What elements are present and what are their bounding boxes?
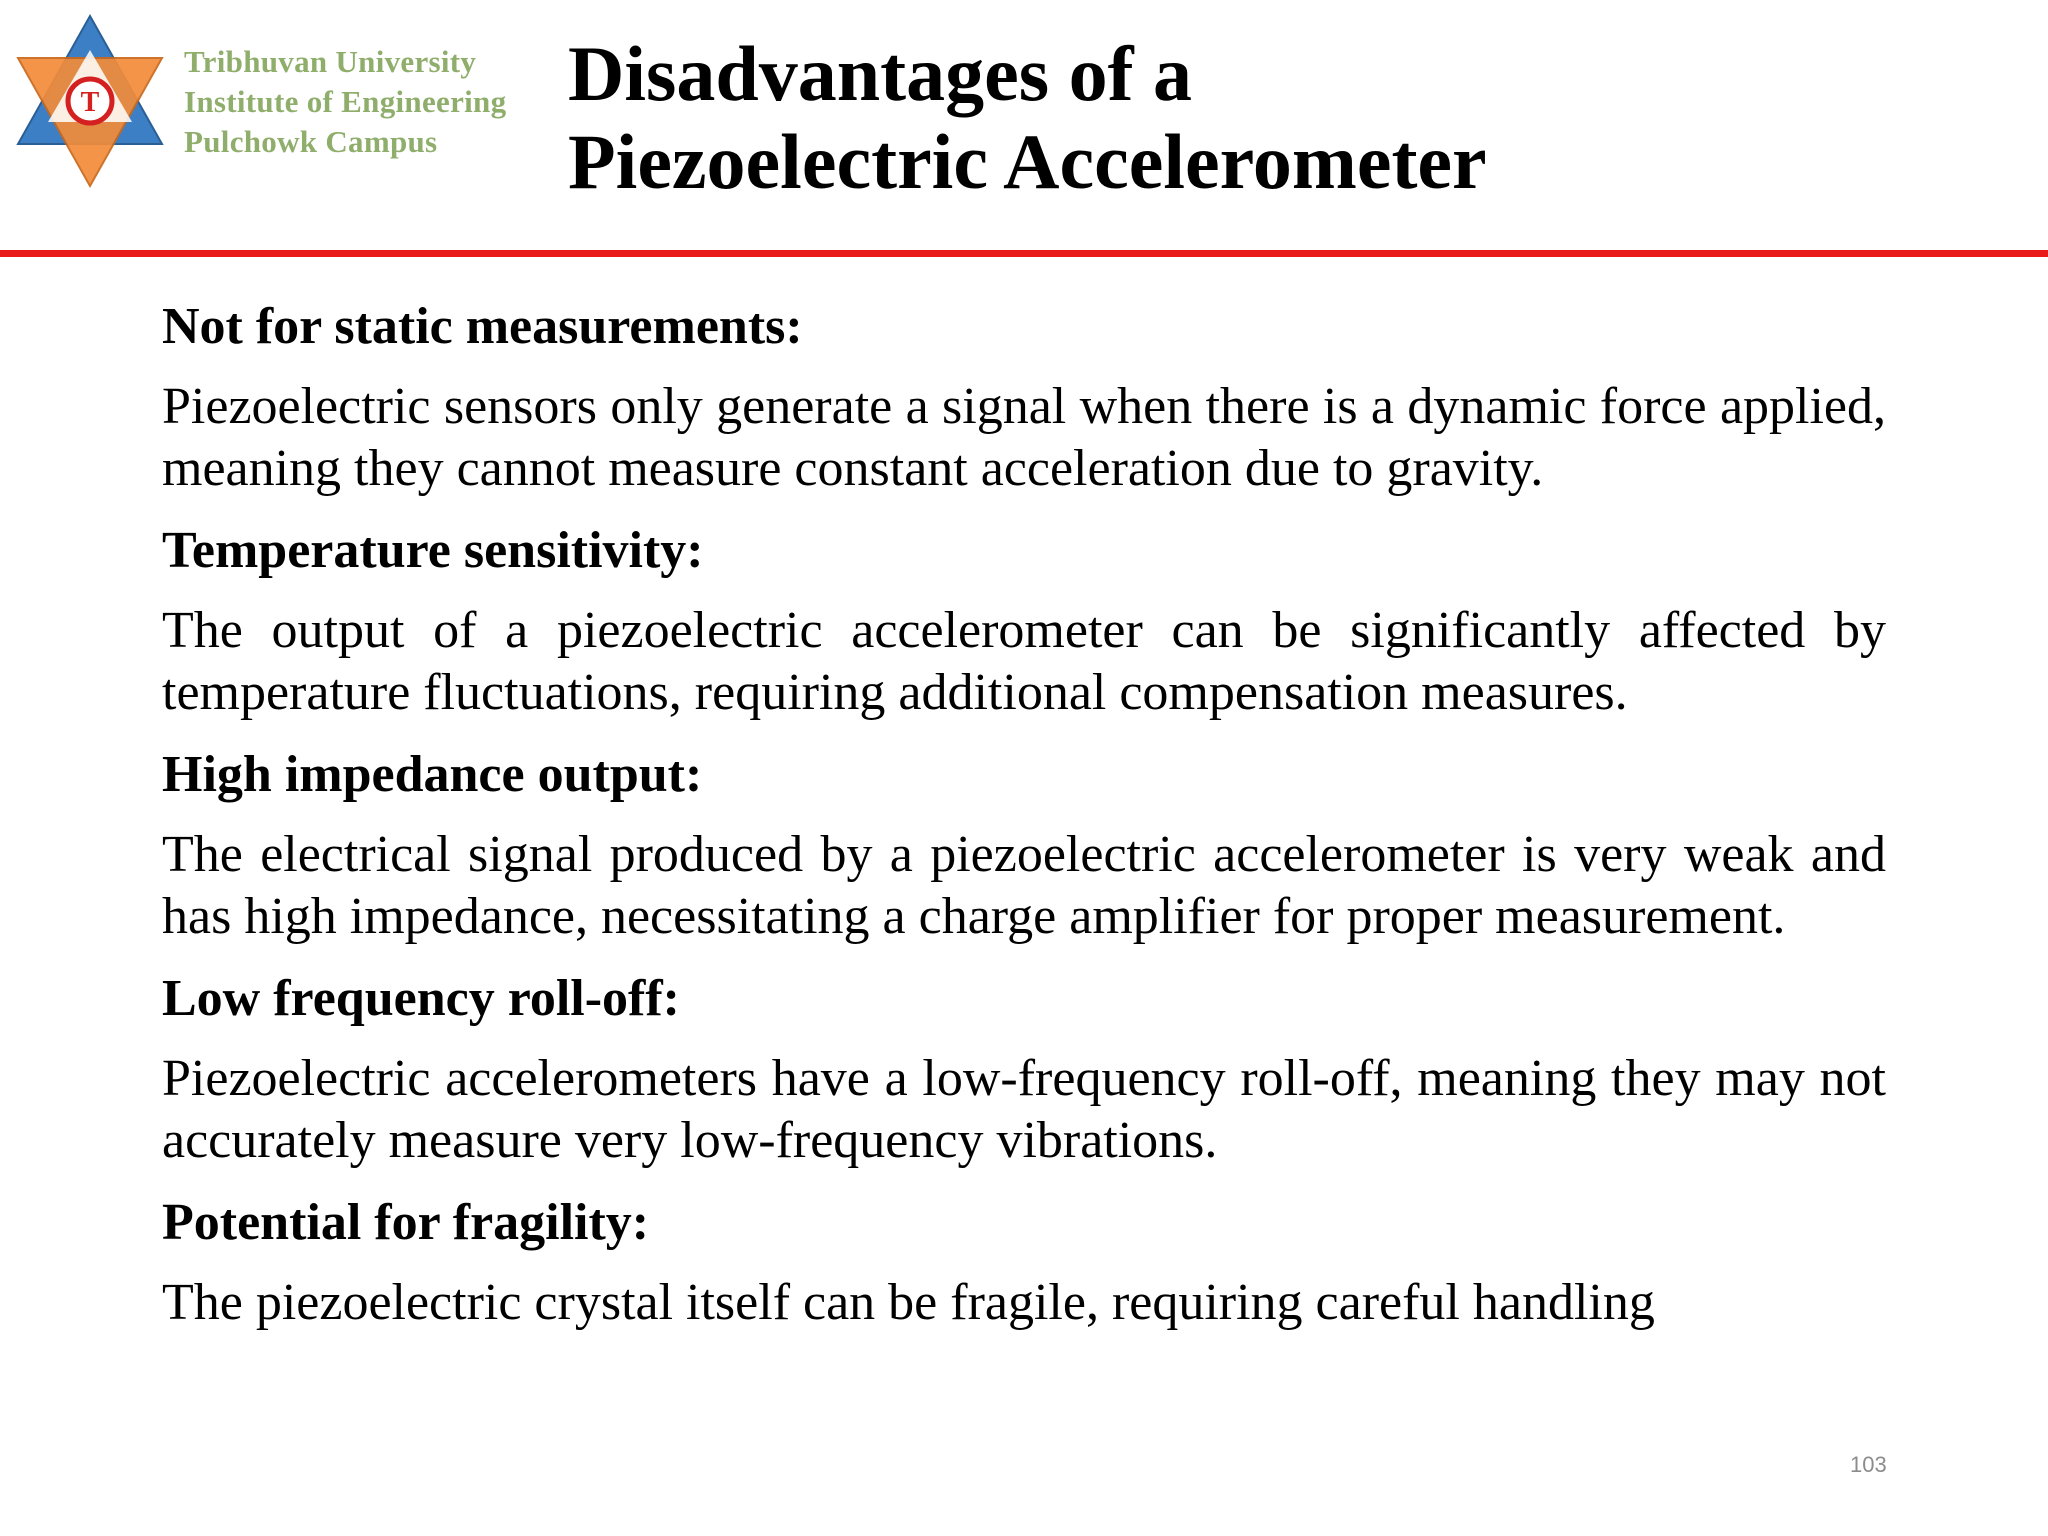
header-divider [0,250,2048,257]
slide-body [162,296,1886,1354]
slide-header [0,0,2048,252]
institution-line-institute: Institute of Engineering [184,84,507,119]
section-heading: Potential for fragility: [162,1194,650,1251]
institution-name [184,42,506,162]
section-fragility [162,1192,1886,1334]
university-logo-icon [10,10,170,190]
section-heading: High impedance output: [162,746,703,803]
institution-line-university: Tribhuvan University [184,44,477,79]
slide-title-line-1: Disadvantages of a [568,30,1193,117]
section-low-frequency [162,968,1886,1172]
section-temperature-sensitivity [162,520,1886,724]
section-body: Piezoelectric sensors only generate a signal when there is a dynamic force applied, meaning they cannot measure constant acceleration due to gravity. [162,378,1886,497]
section-heading: Not for static measurements: [162,298,803,355]
section-high-impedance [162,744,1886,948]
logo-letter: T [80,87,100,118]
section-static-measurements [162,296,1886,500]
slide-title [568,30,1487,206]
institution-line-campus: Pulchowk Campus [184,124,438,159]
section-body: The piezoelectric crystal itself can be fragile, requiring careful handling [162,1274,1655,1331]
section-heading: Low frequency roll-off: [162,970,680,1027]
section-body: Piezoelectric accelerometers have a low-frequency roll-off, meaning they may not accurately measure very low-frequency vibrations. [162,1050,1886,1169]
section-heading: Temperature sensitivity: [162,522,704,579]
slide-title-line-2: Piezoelectric Accelerometer [568,118,1487,205]
slide-number: 103 [1850,1452,1887,1477]
section-body: The output of a piezoelectric accelerometer can be significantly affected by temperature fluctuations, requiring additional compensation measures. [162,602,1886,721]
section-body: The electrical signal produced by a piezoelectric accelerometer is very weak and has high impedance, necessitating a charge amplifier for proper measurement. [162,826,1886,945]
